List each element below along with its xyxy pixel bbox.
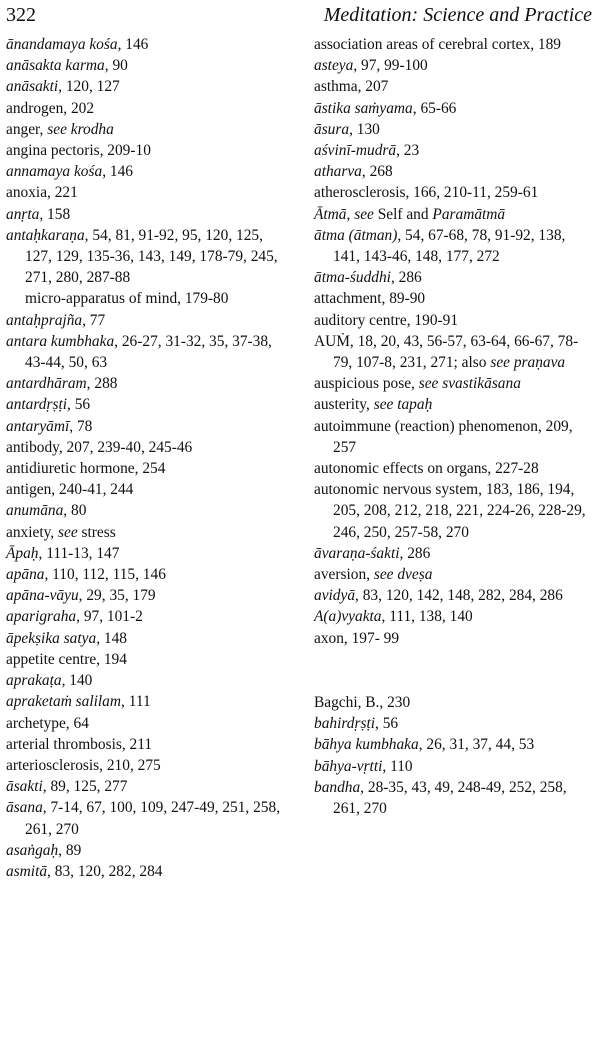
index-text: auditory centre, 190-91 <box>314 311 459 329</box>
index-text: appetite centre, 194 <box>6 650 127 668</box>
index-text: autoimmune (reaction) phenomenon, 209, 257 <box>314 417 573 456</box>
index-term-italic: anumāna <box>6 502 64 520</box>
index-text: arteriosclerosis, 210, 275 <box>6 756 161 774</box>
index-text: AUṀ, 18, 20, 43, 56-57, 63-64, 66-67, 78-79, 107-8, 231, 271; also <box>314 332 579 372</box>
index-entry <box>6 628 288 649</box>
index-term-italic: ātma (ātman) <box>314 226 398 244</box>
index-text: antibody, 207, 239-40, 245-46 <box>6 438 193 456</box>
index-term-italic: apāna <box>6 566 45 584</box>
index-term-italic: āstika saṁyama <box>314 99 413 117</box>
index-entry <box>6 76 288 97</box>
index-entry <box>6 691 288 712</box>
index-text: , 146 <box>102 163 133 181</box>
index-text: , 130 <box>349 120 380 138</box>
index-text: , 54, 81, 91-92, 95, 120, 125, 127, 129, 135-36, 143, 149, 178-79, 245, 271, 280, 287-88 <box>25 226 278 287</box>
index-text: austerity, <box>314 396 374 414</box>
index-text: archetype, 64 <box>6 714 89 732</box>
index-entry <box>314 692 594 713</box>
index-term-italic: A(a)vyakta <box>314 608 382 626</box>
index-entry <box>6 840 288 861</box>
index-term-italic: antardhāram <box>6 375 87 393</box>
index-term-italic: see tapaḥ <box>373 396 433 414</box>
index-entry <box>314 585 594 606</box>
index-term-italic: anāsakti <box>6 78 59 96</box>
index-term-italic: see dveṣa <box>373 566 433 584</box>
index-term-italic: aśvinī-mudrā <box>314 142 397 160</box>
index-term-italic: Āpaḥ <box>6 544 39 562</box>
index-entry <box>6 458 288 479</box>
index-entry <box>314 182 594 203</box>
index-entry <box>6 776 288 797</box>
index-term-italic: see praṇava <box>490 354 566 372</box>
index-entry <box>314 267 594 288</box>
index-column-right <box>314 34 594 819</box>
index-text: micro-apparatus of mind, 179-80 <box>25 290 229 308</box>
index-term-italic: annamaya kośa <box>6 163 103 181</box>
index-term-italic: anṛta <box>6 205 40 223</box>
index-text: attachment, 89-90 <box>314 290 426 308</box>
index-entry <box>314 98 594 119</box>
index-term-italic: atharva <box>314 163 362 181</box>
index-text: , 54, 67-68, 78, 91-92, 138, 141, 143-46, 148, 177, 272 <box>333 226 566 266</box>
index-text: , 110 <box>382 757 413 775</box>
index-term-italic: antaryāmī <box>6 417 70 435</box>
index-term-italic: see <box>58 523 78 541</box>
index-term-italic: apraketaṁ salilam <box>6 693 121 711</box>
index-entry <box>314 606 594 627</box>
index-term-italic: aprakaṭa <box>6 672 62 690</box>
index-text: autonomic nervous system, 183, 186, 194, 205, 208, 212, 218, 221, 224-26, 228-29, 246, 250, 257-58, 270 <box>314 481 586 541</box>
index-entry <box>314 331 594 373</box>
index-term-italic: see svastikāsana <box>418 375 521 393</box>
index-entry <box>314 140 594 161</box>
index-term-italic: bāhya kumbhaka <box>314 736 419 754</box>
index-term-italic: antardṛṣṭi <box>6 396 68 414</box>
index-text: , 89 <box>58 841 82 859</box>
index-term-italic: apāna-vāyu <box>6 587 79 605</box>
index-entry <box>314 543 594 564</box>
index-entry <box>314 734 594 755</box>
index-term-italic: āsakti <box>6 778 43 796</box>
index-text: , 56 <box>375 715 399 733</box>
index-text: antigen, 240-41, 244 <box>6 481 134 499</box>
index-term-italic: bāhya-vṛtti <box>314 757 383 775</box>
index-text: , 140 <box>61 672 93 690</box>
index-entry <box>6 606 288 627</box>
index-entry <box>314 756 594 777</box>
index-term-italic: bahirdṛṣṭi <box>314 715 376 733</box>
index-entry <box>314 479 594 543</box>
index-text: anxiety, <box>6 523 58 541</box>
index-text: aversion, <box>314 566 374 584</box>
index-term-italic: asmitā <box>6 862 48 880</box>
index-term-italic: antara kumbhaka <box>6 332 115 350</box>
index-text: , 7-14, 67, 100, 109, 247-49, 251, 258, 261, 270 <box>25 799 281 838</box>
index-entry <box>6 437 288 458</box>
index-text: , 28-35, 43, 49, 248-49, 252, 258, 261, 270 <box>333 778 567 817</box>
index-term-italic: āvaraṇa-śakti <box>314 544 400 562</box>
index-entry <box>6 522 288 543</box>
index-text: , 83, 120, 142, 148, 282, 284, 286 <box>355 587 563 605</box>
index-text: , 146 <box>117 36 149 53</box>
index-entry <box>314 628 594 649</box>
index-entry <box>314 713 594 734</box>
index-entry <box>314 119 594 140</box>
index-entry <box>6 713 288 734</box>
index-text: , 77 <box>82 311 106 329</box>
index-text: axon, 197- 99 <box>314 629 400 647</box>
index-term-italic: avidyā <box>314 587 356 605</box>
index-text: anger, <box>6 120 48 138</box>
index-text: , 65-66 <box>412 99 457 117</box>
index-entry <box>314 416 594 458</box>
index-term-italic: antaḥprajña <box>6 311 83 329</box>
index-entry <box>314 373 594 394</box>
index-entry <box>6 331 288 373</box>
index-entry <box>6 55 288 76</box>
index-text: , 110, 112, 115, 146 <box>44 566 166 584</box>
index-entry <box>314 204 594 225</box>
index-entry <box>6 670 288 691</box>
index-entry <box>6 543 288 564</box>
index-entry <box>6 182 288 203</box>
index-text: , 288 <box>86 375 118 393</box>
index-text: , 90 <box>104 57 128 75</box>
index-term-italic: Ātmā <box>314 205 347 223</box>
index-text: auspicious pose, <box>314 375 419 393</box>
index-text: Bagchi, B., 230 <box>314 693 411 711</box>
index-term-italic: asteya <box>314 57 354 75</box>
index-text: , 29, 35, 179 <box>78 587 156 605</box>
index-term-italic: bandha <box>314 778 361 796</box>
index-entry <box>6 225 288 289</box>
index-text: , 56 <box>67 396 91 414</box>
index-entry <box>6 119 288 140</box>
index-entry <box>6 394 288 415</box>
index-entry <box>6 564 288 585</box>
index-text: atherosclerosis, 166, 210-11, 259-61 <box>314 184 539 202</box>
index-entry <box>6 649 288 670</box>
index-text: , 286 <box>390 269 422 287</box>
index-term-italic: see krodha <box>47 120 114 138</box>
index-text: autonomic effects on organs, 227-28 <box>314 460 539 478</box>
index-text: asthma, 207 <box>314 78 389 96</box>
index-entry <box>6 861 288 882</box>
index-term-italic: aparigraha <box>6 608 77 626</box>
running-head: Meditation: Science and Practice <box>323 4 592 26</box>
index-text: , 158 <box>39 205 71 223</box>
index-entry <box>6 755 288 776</box>
index-entry <box>6 34 288 55</box>
index-entry <box>6 98 288 119</box>
index-entry <box>314 55 594 76</box>
index-text: , 26-27, 31-32, 35, 37-38, 43-44, 50, 63 <box>25 332 272 372</box>
index-text: , <box>346 205 355 223</box>
index-entry <box>314 288 594 309</box>
index-text: , 286 <box>399 544 431 562</box>
index-text: , 120, 127 <box>58 78 120 96</box>
index-entry <box>6 734 288 755</box>
index-entry <box>6 161 288 182</box>
index-text: Self and <box>373 205 433 223</box>
index-term-italic: āsura <box>314 120 350 138</box>
index-text: , 78 <box>69 417 93 435</box>
index-term-italic: ātma-śuddhi <box>314 269 391 287</box>
index-entry <box>6 373 288 394</box>
index-entry <box>6 140 288 161</box>
index-text: , 26, 31, 37, 44, 53 <box>418 736 535 754</box>
index-text: , 268 <box>361 163 393 181</box>
index-text: , 23 <box>396 142 420 160</box>
index-entry <box>6 585 288 606</box>
index-term-italic: āpekṣika satya <box>6 629 97 647</box>
index-entry <box>314 394 594 415</box>
index-text: association areas of cerebral cortex, 189 <box>314 36 561 53</box>
index-entry <box>6 797 288 839</box>
index-text: antidiuretic hormone, 254 <box>6 460 166 478</box>
index-entry <box>314 564 594 585</box>
index-entry <box>6 500 288 521</box>
index-term-italic: ānandamaya kośa <box>6 36 118 53</box>
index-text: , 111 <box>121 693 151 711</box>
index-term-italic: āsana <box>6 799 43 817</box>
index-entry <box>6 416 288 437</box>
index-term-italic: see <box>354 205 374 223</box>
index-text: , 80 <box>63 502 87 520</box>
index-text: androgen, 202 <box>6 99 95 117</box>
index-text: stress <box>77 523 116 541</box>
index-text: , 111, 138, 140 <box>381 608 473 626</box>
index-text: , 97, 99-100 <box>353 57 428 75</box>
index-column-left <box>6 34 288 882</box>
index-text: anoxia, 221 <box>6 184 78 202</box>
index-entry <box>314 458 594 479</box>
index-text: , 83, 120, 282, 284 <box>47 862 163 880</box>
index-entry <box>314 34 594 55</box>
index-term-italic: anāsakta karma <box>6 57 105 75</box>
index-entry <box>6 204 288 225</box>
index-text: , 89, 125, 277 <box>42 778 128 796</box>
index-entry <box>314 225 594 267</box>
index-entry <box>314 777 594 819</box>
index-entry <box>314 161 594 182</box>
index-term-italic: Paramātmā <box>432 205 506 223</box>
index-text: , 97, 101-2 <box>76 608 143 626</box>
index-entry <box>6 288 288 309</box>
page-number: 322 <box>6 4 36 26</box>
index-term-italic: asaṅgaḥ <box>6 841 59 859</box>
index-entry <box>314 76 594 97</box>
index-text: , 148 <box>96 629 127 647</box>
index-text: , 111-13, 147 <box>38 544 120 562</box>
index-entry <box>314 310 594 331</box>
index-text: arterial thrombosis, 211 <box>6 735 153 753</box>
index-entry <box>6 479 288 500</box>
index-text: angina pectoris, 209-10 <box>6 142 151 160</box>
index-term-italic: antaḥkaraṇa <box>6 226 85 244</box>
index-entry <box>6 310 288 331</box>
